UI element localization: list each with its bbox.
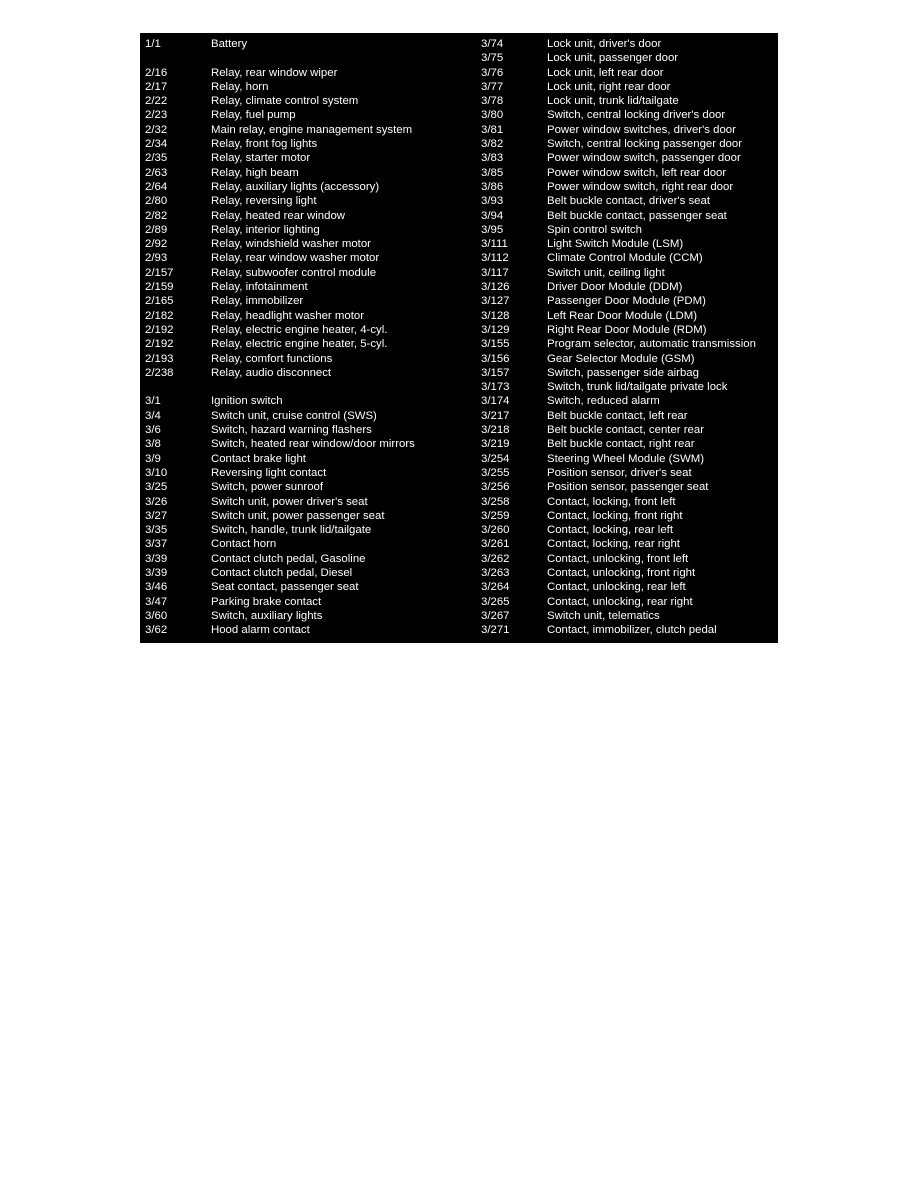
- component-description: Power window switch, passenger door: [547, 152, 741, 165]
- component-code: 3/217: [481, 409, 510, 422]
- component-description: Switch unit, telematics: [547, 609, 660, 622]
- component-code: 2/193: [145, 352, 174, 365]
- component-description: Position sensor, driver's seat: [547, 466, 692, 479]
- component-code: 3/4: [145, 409, 161, 422]
- component-code: 3/129: [481, 323, 510, 336]
- legend-row: [481, 66, 776, 80]
- legend-row: [481, 80, 776, 94]
- component-code: 2/238: [145, 366, 174, 379]
- component-description: Belt buckle contact, center rear: [547, 424, 705, 437]
- legend-row: [145, 452, 475, 466]
- legend-row: [481, 409, 776, 423]
- component-code: 3/219: [481, 438, 510, 451]
- legend-row: [481, 309, 776, 323]
- component-description: Switch, central locking driver's door: [547, 109, 726, 122]
- component-code: 2/93: [145, 252, 168, 265]
- component-code: 2/35: [145, 152, 168, 165]
- component-description: Parking brake contact: [211, 595, 322, 608]
- legend-row: [145, 537, 475, 551]
- component-description: Position sensor, passenger seat: [547, 481, 709, 494]
- component-description: Switch, passenger side airbag: [547, 366, 699, 379]
- component-description: Relay, headlight washer motor: [211, 309, 365, 322]
- legend-row: [481, 466, 776, 480]
- component-code: 3/264: [481, 581, 510, 594]
- component-description: Lock unit, left rear door: [547, 66, 664, 79]
- legend-row: [145, 623, 475, 637]
- legend-row: [481, 123, 776, 137]
- component-code: 3/10: [145, 466, 168, 479]
- component-description: [211, 380, 475, 394]
- legend-row: [481, 437, 776, 451]
- component-code: 3/126: [481, 281, 510, 294]
- component-code: 2/82: [145, 209, 168, 222]
- component-description: Contact, locking, front right: [547, 509, 683, 522]
- component-code: 3/26: [145, 495, 168, 508]
- component-code: 2/34: [145, 138, 168, 151]
- component-description: Switch unit, power driver's seat: [211, 495, 368, 508]
- legend-row: [481, 623, 776, 637]
- component-description: Relay, climate control system: [211, 95, 359, 108]
- component-code: 1/1: [145, 38, 161, 50]
- legend-row: [481, 595, 776, 609]
- component-description: Main relay, engine management system: [211, 123, 413, 136]
- component-code: 3/265: [481, 595, 510, 608]
- component-description: Contact horn: [211, 538, 277, 551]
- legend-row: [481, 523, 776, 537]
- component-code: 3/82: [481, 138, 504, 151]
- component-description: Relay, fuel pump: [211, 109, 296, 122]
- legend-row: [145, 294, 475, 308]
- component-description: Relay, front fog lights: [211, 138, 318, 151]
- legend-row: [145, 509, 475, 523]
- component-code: 3/157: [481, 366, 510, 379]
- component-code: 3/218: [481, 424, 510, 437]
- component-description: Contact clutch pedal, Gasoline: [211, 552, 366, 565]
- legend-row: [145, 394, 475, 408]
- component-description: Contact, locking, rear right: [547, 538, 680, 551]
- component-description: Power window switches, driver's door: [547, 123, 736, 136]
- legend-row: [481, 280, 776, 294]
- component-code: 3/81: [481, 123, 504, 136]
- component-code: 3/37: [145, 538, 168, 551]
- component-description: Climate Control Module (CCM): [547, 252, 703, 265]
- component-code: 3/262: [481, 552, 510, 565]
- component-description: Relay, comfort functions: [211, 352, 333, 365]
- component-code: 2/192: [145, 323, 174, 336]
- legend-row: [145, 580, 475, 594]
- component-code: 2/16: [145, 66, 168, 79]
- legend-row: [145, 166, 475, 180]
- component-code: 3/112: [481, 252, 509, 265]
- legend-row: [145, 266, 475, 280]
- legend-row: [145, 209, 475, 223]
- legend-row: [145, 595, 475, 609]
- component-code: 3/256: [481, 481, 510, 494]
- component-code: 3/261: [481, 538, 510, 551]
- component-code: 3/173: [481, 381, 510, 394]
- legend-row: [481, 380, 776, 394]
- legend-row: [481, 94, 776, 108]
- legend-row: [145, 437, 475, 451]
- component-description: Program selector, automatic transmission: [547, 338, 756, 351]
- legend-row: [145, 51, 475, 65]
- component-description: Hood alarm contact: [211, 624, 310, 637]
- component-code: 3/6: [145, 424, 161, 437]
- legend-row: [481, 108, 776, 122]
- component-description: Relay, rear window washer motor: [211, 252, 380, 265]
- component-code: 3/80: [481, 109, 504, 122]
- component-code: 3/77: [481, 80, 504, 93]
- legend-row: [145, 194, 475, 208]
- component-code: 2/63: [145, 166, 168, 179]
- component-description: Switch unit, cruise control (SWS): [211, 409, 377, 422]
- component-code: 3/93: [481, 195, 504, 208]
- component-code: 3/78: [481, 95, 504, 108]
- component-description: Switch, heated rear window/door mirrors: [211, 438, 415, 451]
- component-code: 2/89: [145, 223, 168, 236]
- component-description: Light Switch Module (LSM): [547, 238, 684, 251]
- component-code: 3/94: [481, 209, 504, 222]
- legend-row: [481, 337, 776, 351]
- legend-row: [145, 495, 475, 509]
- legend-row: [145, 409, 475, 423]
- component-code: 2/22: [145, 95, 168, 108]
- component-description: Passenger Door Module (PDM): [547, 295, 706, 308]
- legend-row: [481, 566, 776, 580]
- component-description: Ignition switch: [211, 395, 283, 408]
- component-description: Left Rear Door Module (LDM): [547, 309, 698, 322]
- component-code: 3/39: [145, 552, 168, 565]
- component-description: Contact, locking, rear left: [547, 524, 673, 537]
- component-description: Relay, infotainment: [211, 281, 308, 294]
- component-code: 2/159: [145, 281, 174, 294]
- component-code: 3/155: [481, 338, 510, 351]
- component-description: Switch, handle, trunk lid/tailgate: [211, 524, 372, 537]
- legend-row: [145, 480, 475, 494]
- legend-row: [481, 166, 776, 180]
- component-code: 3/27: [145, 509, 168, 522]
- legend-row: [145, 609, 475, 623]
- component-description: Lock unit, driver's door: [547, 38, 662, 50]
- component-code: [145, 51, 211, 65]
- component-code: 3/76: [481, 66, 504, 79]
- component-legend-panel: [140, 33, 778, 643]
- component-code: 3/111: [481, 238, 508, 251]
- legend-row: [481, 37, 776, 51]
- component-code: 3/74: [481, 38, 504, 50]
- component-description: Lock unit, right rear door: [547, 80, 671, 93]
- component-description: Switch unit, power passenger seat: [211, 509, 385, 522]
- component-description: Relay, subwoofer control module: [211, 266, 377, 279]
- legend-column-left: [145, 37, 475, 637]
- component-code: 2/64: [145, 180, 168, 193]
- component-description: Relay, windshield washer motor: [211, 238, 371, 251]
- legend-row: [145, 523, 475, 537]
- component-description: Relay, starter motor: [211, 152, 311, 165]
- component-code: 3/267: [481, 609, 510, 622]
- legend-row: [481, 180, 776, 194]
- component-code: 3/254: [481, 452, 510, 465]
- component-code: 2/182: [145, 309, 174, 322]
- component-code: 3/271: [481, 624, 510, 637]
- component-code: 2/32: [145, 123, 168, 136]
- legend-row: [481, 423, 776, 437]
- component-code: 2/157: [145, 266, 174, 279]
- component-description: Relay, high beam: [211, 166, 299, 179]
- legend-row: [481, 237, 776, 251]
- component-description: Relay, electric engine heater, 4-cyl.: [211, 323, 388, 336]
- component-description: Power window switch, right rear door: [547, 180, 734, 193]
- legend-row: [145, 94, 475, 108]
- component-description: Reversing light contact: [211, 466, 327, 479]
- component-description: Relay, horn: [211, 80, 269, 93]
- component-code: 3/258: [481, 495, 510, 508]
- component-code: 3/47: [145, 595, 168, 608]
- legend-row: [145, 380, 475, 394]
- component-description: Lock unit, trunk lid/tailgate: [547, 95, 679, 108]
- legend-row: [145, 309, 475, 323]
- component-description: Gear Selector Module (GSM): [547, 352, 695, 365]
- component-code: 2/23: [145, 109, 168, 122]
- component-description: Contact, unlocking, rear left: [547, 581, 686, 594]
- component-description: Power window switch, left rear door: [547, 166, 727, 179]
- component-description: Contact clutch pedal, Diesel: [211, 566, 353, 579]
- component-code: 3/117: [481, 266, 509, 279]
- legend-row: [481, 580, 776, 594]
- component-description: Switch, trunk lid/tailgate private lock: [547, 381, 728, 394]
- component-code: 3/156: [481, 352, 510, 365]
- legend-row: [481, 194, 776, 208]
- legend-row: [481, 352, 776, 366]
- legend-row: [481, 323, 776, 337]
- component-description: Switch unit, ceiling light: [547, 266, 665, 279]
- legend-row: [481, 266, 776, 280]
- legend-row: [145, 108, 475, 122]
- component-description: Relay, interior lighting: [211, 223, 320, 236]
- legend-row: [481, 509, 776, 523]
- legend-row: [145, 37, 475, 51]
- legend-row: [481, 151, 776, 165]
- component-description: Right Rear Door Module (RDM): [547, 323, 707, 336]
- legend-row: [145, 223, 475, 237]
- component-code: 2/165: [145, 295, 174, 308]
- component-description: Contact, unlocking, rear right: [547, 595, 693, 608]
- legend-row: [145, 323, 475, 337]
- component-code: 2/80: [145, 195, 168, 208]
- legend-row: [481, 209, 776, 223]
- component-description: Relay, audio disconnect: [211, 366, 332, 379]
- component-code: 3/83: [481, 152, 504, 165]
- component-code: 3/46: [145, 581, 168, 594]
- component-description: [211, 51, 475, 65]
- component-description: Relay, rear window wiper: [211, 66, 338, 79]
- component-description: Switch, central locking passenger door: [547, 138, 743, 151]
- component-code: 3/9: [145, 452, 161, 465]
- legend-row: [145, 180, 475, 194]
- component-description: Switch, reduced alarm: [547, 395, 660, 408]
- component-code: 2/192: [145, 338, 174, 351]
- legend-row: [145, 237, 475, 251]
- component-description: Switch, hazard warning flashers: [211, 424, 372, 437]
- component-description: Contact, unlocking, front right: [547, 566, 696, 579]
- component-code: 3/260: [481, 524, 510, 537]
- component-description: Relay, immobilizer: [211, 295, 304, 308]
- component-code: 3/128: [481, 309, 510, 322]
- component-description: Lock unit, passenger door: [547, 52, 679, 65]
- component-code: 3/35: [145, 524, 168, 537]
- legend-row: [481, 537, 776, 551]
- legend-row: [145, 352, 475, 366]
- component-code: 3/263: [481, 566, 510, 579]
- legend-row: [145, 366, 475, 380]
- component-description: Battery: [211, 38, 248, 50]
- component-code: 3/39: [145, 566, 168, 579]
- component-code: 3/60: [145, 609, 168, 622]
- legend-row: [145, 151, 475, 165]
- legend-row: [481, 251, 776, 265]
- component-description: Switch, power sunroof: [211, 481, 324, 494]
- component-code: 3/85: [481, 166, 504, 179]
- legend-row: [481, 609, 776, 623]
- legend-row: [481, 495, 776, 509]
- component-description: Seat contact, passenger seat: [211, 581, 359, 594]
- component-description: Spin control switch: [547, 223, 642, 236]
- component-code: 3/8: [145, 438, 161, 451]
- legend-row: [145, 137, 475, 151]
- component-code: 3/1: [145, 395, 161, 408]
- legend-row: [145, 66, 475, 80]
- legend-row: [481, 480, 776, 494]
- component-description: Relay, auxiliary lights (accessory): [211, 180, 380, 193]
- component-code: 3/25: [145, 481, 168, 494]
- legend-row: [481, 366, 776, 380]
- component-description: Belt buckle contact, driver's seat: [547, 195, 710, 208]
- legend-row: [145, 123, 475, 137]
- component-description: Contact, locking, front left: [547, 495, 676, 508]
- component-code: 3/174: [481, 395, 510, 408]
- component-code: 3/75: [481, 52, 504, 65]
- legend-row: [145, 552, 475, 566]
- component-description: Driver Door Module (DDM): [547, 281, 683, 294]
- legend-row: [481, 552, 776, 566]
- legend-row: [145, 80, 475, 94]
- component-description: Contact, immobilizer, clutch pedal: [547, 624, 717, 637]
- component-description: Switch, auxiliary lights: [211, 609, 323, 622]
- component-description: Belt buckle contact, right rear: [547, 438, 695, 451]
- component-description: Belt buckle contact, left rear: [547, 409, 688, 422]
- legend-column-right: [481, 37, 776, 637]
- legend-row: [481, 394, 776, 408]
- legend-row: [481, 452, 776, 466]
- component-code: 3/95: [481, 223, 504, 236]
- component-description: Relay, reversing light: [211, 195, 317, 208]
- component-code: [145, 380, 211, 394]
- legend-row: [145, 566, 475, 580]
- component-code: 3/86: [481, 180, 504, 193]
- component-code: 2/92: [145, 238, 168, 251]
- legend-row: [145, 423, 475, 437]
- legend-row: [481, 294, 776, 308]
- legend-row: [145, 280, 475, 294]
- component-description: Relay, heated rear window: [211, 209, 346, 222]
- component-description: Belt buckle contact, passenger seat: [547, 209, 727, 222]
- legend-row: [481, 137, 776, 151]
- legend-row: [145, 466, 475, 480]
- component-description: Relay, electric engine heater, 5-cyl.: [211, 338, 388, 351]
- component-code: 3/255: [481, 466, 510, 479]
- component-description: Steering Wheel Module (SWM): [547, 452, 704, 465]
- component-code: 3/62: [145, 624, 168, 637]
- component-code: 2/17: [145, 80, 168, 93]
- component-description: Contact brake light: [211, 452, 306, 465]
- legend-row: [481, 51, 776, 65]
- component-description: Contact, unlocking, front left: [547, 552, 689, 565]
- legend-row: [145, 251, 475, 265]
- legend-row: [481, 223, 776, 237]
- component-code: 3/127: [481, 295, 510, 308]
- component-code: 3/259: [481, 509, 510, 522]
- legend-row: [145, 337, 475, 351]
